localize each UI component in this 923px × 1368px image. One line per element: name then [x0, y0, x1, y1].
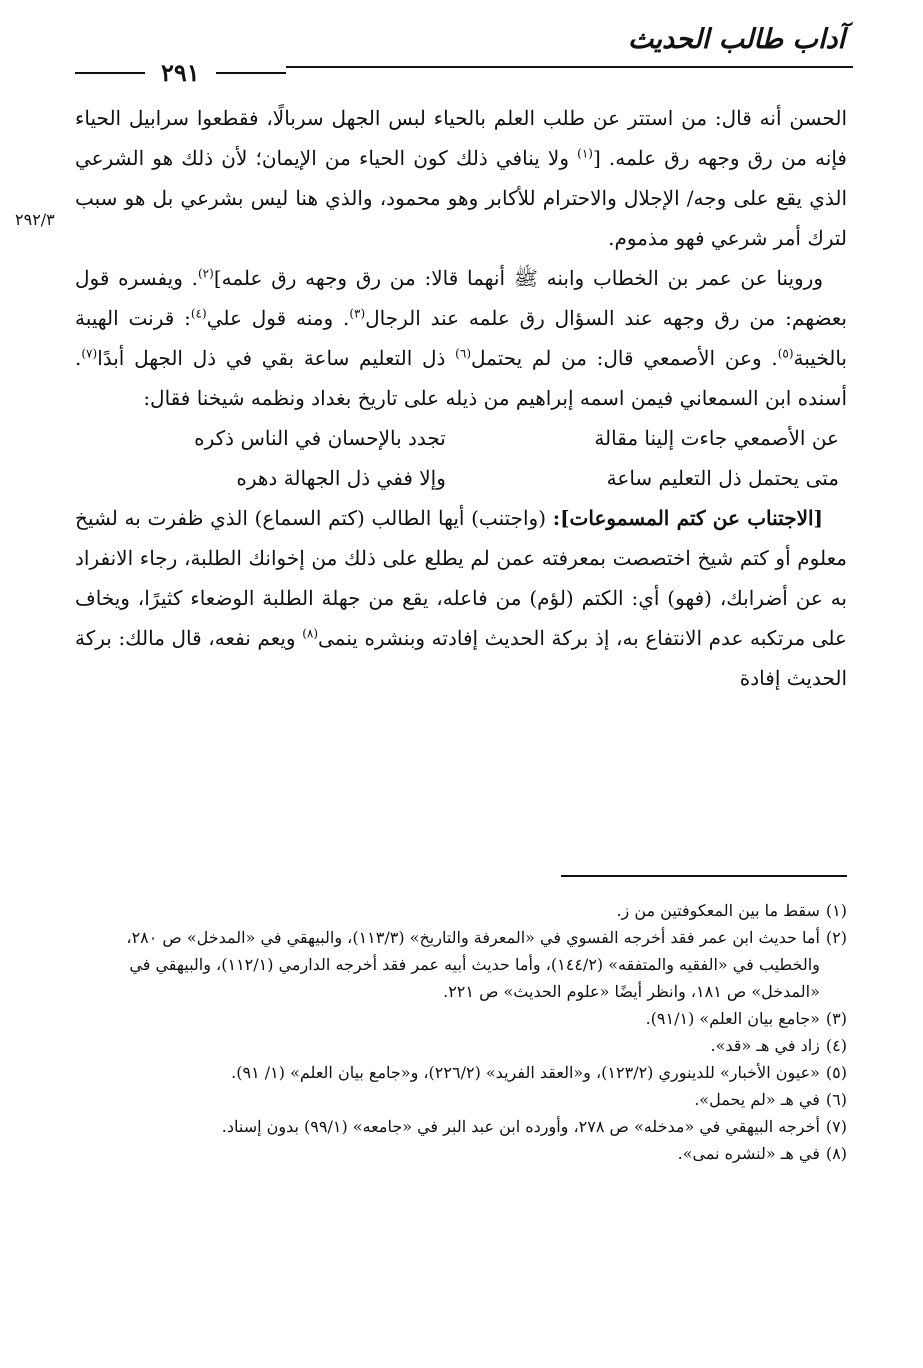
footnote — [80, 1032, 847, 1059]
footnote-number: (٢) — [825, 928, 847, 947]
footnote-text: سقط ما بين المعكوفتين من ز. — [616, 901, 820, 920]
verse-second-hemistich: وإلا ففي ذل الجهالة دهره — [236, 466, 446, 490]
verse-first-hemistich: عن الأصمعي جاءت إلينا مقالة — [594, 426, 839, 450]
footnote — [80, 1140, 847, 1167]
running-title: آداب طالب الحديث — [627, 24, 845, 55]
poem-verse-1 — [83, 418, 839, 458]
poem-verse-2 — [83, 458, 839, 498]
footnote-number: (٧) — [825, 1117, 847, 1136]
footnote-text: في هـ «لم يحمل». — [694, 1090, 820, 1109]
verse-second-hemistich: تجدد بالإحسان في الناس ذكره — [194, 426, 446, 450]
footnote-ref[interactable]: (١) — [577, 146, 593, 161]
paragraph-3 — [75, 498, 847, 698]
text-run: ولا ينافي ذلك كون الحياء من الإيمان؛ لأن ذلك هو الشرعي الذي يقع على وجه/ الإجلال والاحترام للأكابر وهو محمود، والذي هنا ليس بشرعي بل هو سبب لترك أمر شرعي فهو مذموم. — [75, 146, 847, 250]
footnote-ref[interactable]: (٧) — [81, 346, 98, 361]
footnote-ref[interactable]: (٦) — [455, 346, 471, 361]
text-run: (واجتنب) أيها الطالب (كتم السماع) الذي ظفرت به لشيخ معلوم أو كتم شيخ اختصصت بمعرفته عمن لم يطلع على ذلك من إخوانك الطلبة، رجاء الانفراد به عن أضرابك، (فهو) أي: الكتم (لؤم) من فاعله، يقع من جهلة الطلبة الوضعاء كثيرًا، ويخاف على مرتكبه عدم الانتفاع به، إذ بركة الحديث إفادته وبنشره ينمى — [75, 506, 847, 650]
paragraph-1 — [75, 98, 847, 258]
text-run: . ومنه قول علي — [206, 306, 350, 330]
margin-page-reference: ٢٩٢/٣ — [15, 210, 55, 229]
poem — [75, 418, 847, 498]
text-run: . وعن الأصمعي قال: من لم يحتمل — [471, 346, 778, 370]
text-run: الحسن أنه قال: من استتر عن طلب العلم بالحياء لبس الجهل سربالًا، فقطعوا سرابيل الحياء فإنه من رق وجهه رق علمه. [ — [75, 106, 847, 170]
footnote — [80, 924, 847, 1005]
footnote — [80, 1113, 847, 1140]
footnote-ref[interactable]: (٣) — [349, 306, 366, 321]
text-run: وروينا عن عمر بن الخطاب وابنه ﷺ أنهما قالا: من رق وجهه رق علمه] — [213, 266, 823, 290]
verse-first-hemistich: متى يحتمل ذل التعليم ساعة — [606, 466, 839, 490]
footnote-text: زاد في هـ «قد». — [710, 1036, 820, 1055]
footnote — [80, 1059, 847, 1086]
paragraph-2 — [75, 258, 847, 418]
text-run: ويعم نفعه، قال مالك: بركة الحديث إفادة — [75, 626, 847, 690]
footnote-ref[interactable]: (٨) — [302, 626, 319, 641]
text-run: : قرنت الهيبة بالخيبة — [75, 306, 847, 370]
footnote-number: (٦) — [825, 1090, 847, 1109]
footnote-number: (٨) — [825, 1144, 847, 1163]
section-title: [الاجتناب عن كتم المسموعات]: — [552, 506, 823, 530]
footnote-number: (٤) — [825, 1036, 847, 1055]
footnote — [80, 1005, 847, 1032]
page-number: ٢٩١ — [161, 58, 200, 87]
page-number-rule-left — [75, 72, 145, 74]
footnote-separator — [561, 875, 847, 877]
footnote-text: «جامع بيان العلم» (٩١/١). — [645, 1009, 820, 1028]
footnote — [80, 897, 847, 924]
page-number-rule-right — [216, 72, 286, 74]
text-run: . أسنده ابن السمعاني فيمن اسمه إبراهيم من ذيله على تاريخ بغداد ونظمه شيخنا فقال: — [75, 346, 847, 410]
text-run: . ويفسره قول بعضهم: من رق وجهه عند السؤال رق علمه عند الرجال — [75, 266, 848, 330]
footnote — [80, 1086, 847, 1113]
footnote-number: (١) — [825, 901, 847, 920]
page-header — [75, 18, 853, 87]
footnote-ref[interactable]: (٤) — [190, 306, 207, 321]
footnote-text: أخرجه البيهقي في «مدخله» ص ٢٧٨، وأورده ابن عبد البر في «جامعه» (٩٩/١) بدون إسناد. — [221, 1117, 820, 1136]
footnote-ref[interactable]: (٥) — [777, 346, 794, 361]
footnote-number: (٣) — [825, 1009, 847, 1028]
footnote-text: في هـ «لنشره نمى». — [677, 1144, 820, 1163]
page-number-block — [75, 58, 286, 87]
footnote-text: أما حديث ابن عمر فقد أخرجه الفسوي في «المعرفة والتاريخ» (١١٣/٣)، والبيهقي في «المدخل» ص ٢٨٠، والخطيب في «الفقيه والمتفقه» (١٤٤/٢)، وأما حديث أبيه عمر فقد أخرجه الدارمي (١١٢/١)، والبيهقي في «المدخل» ص ١٨١، وانظر أيضًا «علوم الحديث» ص ٢٢١. — [126, 928, 820, 1001]
footnotes — [80, 897, 847, 1167]
main-text — [75, 98, 847, 698]
text-run: ذل التعليم ساعة بقي في ذل الجهل أبدًا — [97, 346, 456, 370]
footnote-number: (٥) — [825, 1063, 847, 1082]
footnote-text: «عيون الأخبار» للدينوري (١٢٣/٢)، و«العقد الفريد» (٢٢٦/٢)، و«جامع بيان العلم» (١/ ٩١). — [231, 1063, 820, 1082]
footnote-ref[interactable]: (٢) — [197, 266, 214, 281]
